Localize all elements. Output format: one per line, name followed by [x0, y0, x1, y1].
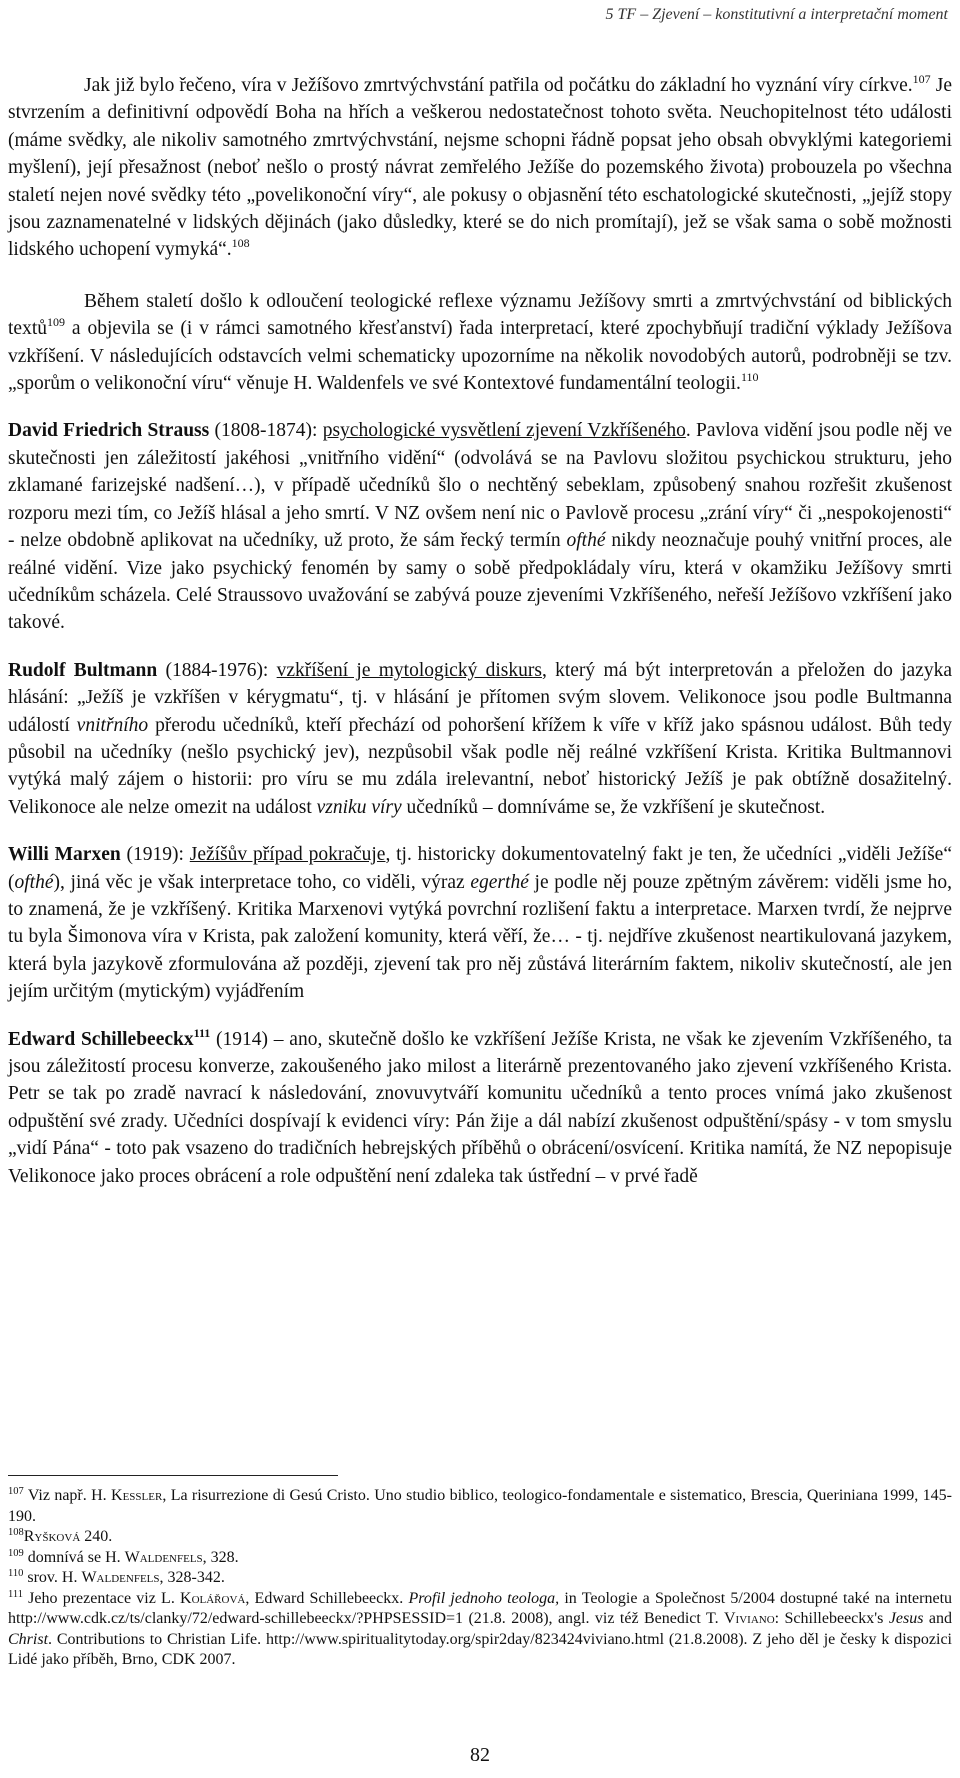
topic-strauss: psychologické vysvětlení zjevení Vzkříšeného: [322, 420, 686, 442]
section-strauss: David Friedrich Strauss (1808-1874): psychologické vysvětlení zjevení Vzkříšeného. Pavlova vidění jsou podle něj ve skutečnosti jen záležitostí jakéhosi „vnitřního vidění“ (odvolává se na Pavlovu složitou psychickou strukturu, jeho zklamané farizejské nadšení…), v případě učedníků šlo o nechtěný sebeklam, způsobený snahou rozřešit zkušenost rozporu mezi tím, co Ježíš hlásal a jeho smrtí. V NZ ovšem není nic o Pavlově procesu „zrání víry“ či „nespokojenosti“ - nelze obdobně aplikovat na učedníky, už proto, že sám řecký termín ofthé nikdy neoznačuje pouhý vnitřní proces, ale reálné vidění. Vize jako psychický fenomén by samy o sobě předpokládaly víru, která v okamžiku Ježíšovy smrti učedníkům scházela. Celé Straussovo uvažování se zabývá pouze zjeveními Vzkříšeného, neřeší Ježíšovo vzkříšení jako takové.: [8, 420, 952, 634]
footnote-ref-108[interactable]: 108: [231, 236, 250, 251]
topic-marxen: Ježíšův případ pokračuje: [189, 844, 386, 866]
footnote-109: $^{109}$ domnívá se H. Waldenfels, 328.: [8, 1547, 239, 1566]
footnote-ref-111[interactable]: 111: [193, 1025, 211, 1040]
section-marxen: Willi Marxen (1919): Ježíšův případ pokračuje, tj. historicky dokumentovatelný fakt je ten, že učedníci „viděli Ježíše“ (ofthé), jiná věc je však interpretace toho, co viděli, výraz egerthé je podle něj pouze zpětným závěrem: viděli jsme ho, to znamená, že je vzkříšený. Kritika Marxenovi vytýká povrchní rozlišení faktu a interpretace. Marxen tvrdí, že nejprve tu byla Šimonova víra v Krista, pak založení komunity, která věří, že… - tj. nejdříve zkušenost neartikulovaná jazykem, která byla jazykově zformulována až později, zjevení tak pro něj zůstává literárním faktem, nikoliv skutečností, ale jen jejím určitým (mytickým) vyjádřením: [8, 844, 952, 1003]
author-name-marxen: Willi Marxen: [8, 844, 121, 866]
paragraph-interpretations: Během staletí došlo k odloučení teologické reflexe významu Ježíšovy smrti a zmrtvýchvstání od biblických textů$^{109}$ a objevila se (i v rámci samotného křesťanství) řada interpretací, které zpochybňují tradiční výklady Ježíšova vzkříšení. V následujících odstavcích velmi schematicky upozorníme na několik novodobých autorů, podrobněji se tzv. „sporům o velikonoční víru“ věnuje H. Waldenfels ve své Kontextové fundamentální teologii.$^{110}$: [8, 290, 952, 395]
topic-bultmann: vzkříšení je mytologický diskurs: [276, 659, 542, 681]
running-header: 5 TF – Zjevení – konstitutivní a interpretační moment: [605, 6, 948, 23]
section-bultmann: Rudolf Bultmann (1884-1976): vzkříšení je mytologický diskurs, který má být interpretován a přeložen do jazyka hlásání: „Ježíš je vzkříšen v kérygmatu“, tj. v hlásání je přítomen svým slovem. Velikonoce jsou podle Bultmanna událostí vnitřního přerodu učedníků, kteří přechází od pohoršení křížem k víře v kříž jako spásnou událost. Bůh tedy působil na učedníky (nešlo psychický jev), nezpůsobil však podle něj reálné vzkříšení Krista. Kritika Bultmannovi vytýká malý zájem o historii: pro víru se mu zdála irelevantní, neboť historický Ježíš je pak obtížně dosažitelný. Velikonoce ale nelze omezit na událost vzniku víry učedníků – domníváme se, že vzkříšení je skutečnost.: [8, 659, 952, 818]
author-name-strauss: David Friedrich Strauss: [8, 420, 210, 442]
footnote-ref-109[interactable]: 109: [47, 315, 65, 330]
footnote-ref-107[interactable]: 107: [912, 72, 931, 86]
footnote-separator: [8, 1475, 338, 1476]
section-schillebeeckx: Edward Schillebeeckx$^{111}$ (1914) – ano, skutečně došlo ke vzkříšení Ježíše Krista, ne však ke zjevením Vzkříšeného, ta jsou záležitostí procesu konverze, zakoušeného jako milost a literárně prezentovaného jako zjevení vzkříšeného Krista. Petr se tak po zradě navrací k následování, znovuvytváří komunitu učedníků a tento proces vnímá jako zkušenost odpuštění své zrady. Učedníci dospívají k evidenci víry: Pán žije a dál nabízí zkušenost odpuštění/spásy - v tom smyslu „vidí Pána“ - toto pak vsazeno do tradičních hebrejských příběhů o obrácení/osvícení. Kritika namítá, že NZ nepopisuje Velikonoce jako proces obrácení a role odpuštění není zdaleka tak ústřední – v prvé řadě: [8, 1025, 953, 1187]
footnotes: [8, 1486, 952, 1671]
author-name-schillebeeckx: Edward Schillebeeckx: [8, 1028, 194, 1050]
footnote-107: $^{107}$ Viz např. H. Kessler, La risurrezione di Gesú Cristo. Uno studio biblico, teologico-fondamentale e sistematico, Brescia, Queriniana 1999, 145-190.: [8, 1486, 952, 1525]
author-name-bultmann: Rudolf Bultmann: [8, 659, 158, 681]
footnote-110: $^{110}$ srov. H. Waldenfels, 328-342.: [8, 1568, 225, 1586]
footnote-ref-110[interactable]: 110: [740, 370, 759, 385]
main-text: [8, 72, 952, 1190]
paragraph-intro: Jak již bylo řečeno, víra v Ježíšovo zmrtvýchvstání patřila od počátku do základní ho vyznání víry církve.$^{107}$ Je stvrzením a definitivní odpovědí Boha na hřích a veškerou nedostatečnost tohoto světa. Neuchopitelnost této události (máme svědky, ale nikoliv samotného zmrtvýchvstání, nejsme schopni řádně popsat jeho obsah obvyklými kategoriemi myšlení), její přesažnost (neboť nešlo o prostý návrat zemřelého Ježíše do pozemského života) probouzela po všechna staletí nejen nové svědky této „povelikonoční víry“, ale pokusy o objasnění této eschatologické skutečnosti, „jejíž stopy jsou zaznamenatelné v lidských dějinách (jako důsledky, které se do nich promítají), jež se však sama o sobě možnosti lidského uchopení vymyká“.$^{108}$: [8, 72, 953, 261]
footnote-108: $^{108}$Ryšková 240.: [8, 1527, 113, 1545]
footnote-111: $^{111}$ Jeho prezentace viz L. Kolářová, Edward Schillebeeckx. Profil jednoho teologa, in Teologie a Společnost 5/2004 dostupné také na internetu http://www.cdk.cz/ts/clanky/72/edward-schillebeeckx/?PHPSESSID=1 (21.8. 2008), angl. viz též Benedict T. Viviano: Schillebeeckx's Jesus and Christ. Contributions to Christian Life. http://www.spiritualitytoday.org/spir2day/823424viviano.html (21.8.2008). Z jeho děl je česky k dispozici Lidé jako příběh, Brno, CDK 2007.: [8, 1588, 953, 1668]
page-number: 82: [470, 1744, 490, 1766]
